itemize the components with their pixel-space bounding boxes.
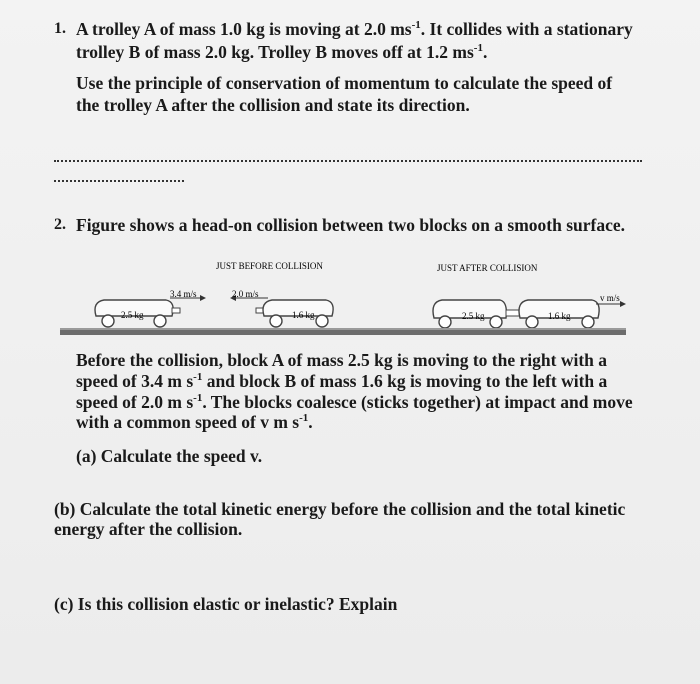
q2-part-b-line-1: (b) Calculate the total kinetic energy before the collision and the total kinetic <box>54 499 626 519</box>
question-1-line-4: the trolley A after the collision and state its direction. <box>76 95 470 115</box>
mass-b-after: 1.6 kg <box>548 311 571 321</box>
q2-part-b-line-2: energy after the collision. <box>54 519 243 539</box>
question-1-line-3: Use the principle of conservation of momentum to calculate the speed of <box>76 73 613 93</box>
question-1-line-1: A trolley A of mass 1.0 kg is moving at 2.0 $ms^{-1}$. It collides with a stationary <box>76 19 633 39</box>
mass-b-before: 1.6 kg <box>292 310 315 320</box>
q2-paragraph-line-3: speed of 2.0 m $s^{-1}$. The blocks coalesce (sticks together) at impact and move <box>76 392 633 412</box>
label-just-before: JUST BEFORE COLLISION <box>216 261 323 271</box>
q2-paragraph-line-2: speed of 3.4 m $s^{-1}$ and block B of mass 1.6 kg is moving to the left with a <box>76 371 608 391</box>
question-1-line-2: trolley B of mass 2.0 kg. Trolley B moves off at 1.2 $ms^{-1}$. <box>76 42 488 62</box>
mass-a-after: 2.5 kg <box>462 311 485 321</box>
velocity-a: 3.4 m/s <box>170 289 197 299</box>
mass-a-before: 2.5 kg <box>121 310 144 320</box>
answer-line-1 <box>54 160 642 162</box>
collision-figure <box>0 252 700 342</box>
q2-paragraph-line-1: Before the collision, block A of mass 2.5 kg is moving to the right with a <box>76 350 608 370</box>
question-2-intro: Figure shows a head-on collision between two blocks on a smooth surface. <box>76 215 626 235</box>
velocity-after: v m/s <box>600 293 620 303</box>
velocity-b: 2.0 m/s <box>232 289 259 299</box>
question-2-number: 2. <box>54 216 66 233</box>
q2-paragraph-line-4: with a common speed of v m $s^{-1}$. <box>76 412 313 432</box>
q2-part-c: (c) Is this collision elastic or inelastic? Explain <box>54 594 398 614</box>
answer-line-2 <box>54 180 184 182</box>
q2-part-a: (a) Calculate the speed v. <box>76 446 263 466</box>
question-1-number: 1. <box>54 20 66 37</box>
label-just-after: JUST AFTER COLLISION <box>437 263 538 273</box>
